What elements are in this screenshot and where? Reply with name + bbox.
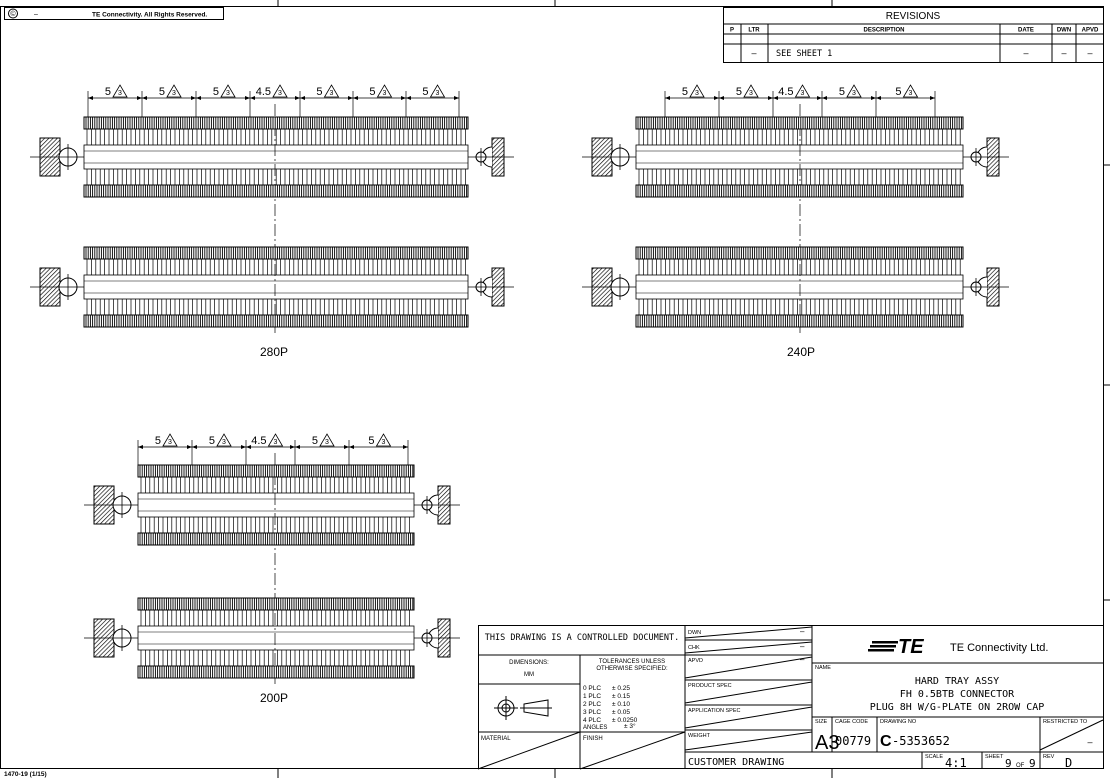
copyright-symbol: © — [10, 11, 16, 18]
chk-dash: – — [800, 642, 805, 651]
revision-triangle-number: 3 — [435, 90, 440, 97]
contact-leads — [87, 129, 465, 185]
housing-body — [84, 275, 468, 299]
dim-arrow — [88, 96, 93, 100]
title-block — [478, 625, 1104, 770]
pin-row — [636, 185, 963, 197]
dwn-label: DWN — [688, 630, 702, 636]
angles-value: ± 3° — [624, 723, 636, 730]
contact-leads — [87, 259, 465, 315]
dim-arrow — [192, 445, 197, 449]
dim-arrow — [714, 96, 719, 100]
footer-code: 1470-19 (1/15) — [4, 771, 47, 778]
revision-triangle-number: 3 — [168, 439, 172, 446]
connector-assembly-2 — [30, 247, 514, 327]
revision-triangle-number: 3 — [278, 90, 282, 97]
pitch-value: 5 — [838, 86, 845, 98]
dim-arrow — [138, 445, 143, 449]
pitch-value: 4.5 — [255, 86, 271, 98]
sheet-of-label: OF — [1016, 763, 1025, 769]
drawing-number: -5353652 — [892, 734, 950, 748]
view-200p — [84, 434, 460, 684]
connector-assembly-1 — [84, 465, 460, 545]
dim-arrow — [191, 96, 196, 100]
product-spec-label: PRODUCT SPEC — [688, 683, 732, 689]
dim-arrow — [719, 96, 724, 100]
scale-value: 4:1 — [945, 756, 967, 770]
name-label: NAME — [815, 665, 831, 671]
pitch-value: 5 — [681, 86, 688, 98]
sheet-label: SHEET — [985, 754, 1004, 760]
dim-arrow — [349, 445, 354, 449]
sheet-number: 9 — [1005, 757, 1012, 770]
revision-triangle-number: 3 — [226, 90, 230, 97]
view-label-240p: 240P — [786, 345, 816, 359]
dim-arrow — [250, 96, 255, 100]
copyright-text: TE Connectivity. All Rights Reserved. — [92, 11, 208, 19]
pin-row — [84, 117, 468, 129]
view-280p — [30, 85, 514, 333]
application-spec-label: APPLICATION SPEC — [688, 708, 741, 714]
dim-arrow — [196, 96, 201, 100]
contact-leads — [639, 259, 960, 315]
revisions-title: REVISIONS — [885, 11, 941, 22]
dim-arrow — [768, 96, 773, 100]
rev-header-dwn: DWN — [1056, 27, 1072, 34]
rev-header-date: DATE — [1018, 27, 1034, 34]
housing-body — [636, 145, 963, 169]
pitch-value: 5 — [208, 435, 215, 447]
rev-header-p: P — [729, 27, 735, 34]
rev-row-description: SEE SHEET 1 — [776, 49, 833, 59]
dim-arrow — [187, 445, 192, 449]
weight-label: WEIGHT — [688, 733, 710, 739]
cage-code-value: 00779 — [835, 734, 872, 748]
revision-triangle-number: 3 — [749, 90, 753, 97]
restricted-label: RESTRICTED TO — [1043, 719, 1088, 725]
dim-arrow — [403, 445, 408, 449]
copyright-dash: – — [34, 11, 38, 18]
dimensions-unit: MM — [524, 672, 534, 678]
cage-code-label: CAGE CODE — [835, 719, 869, 725]
dim-arrow — [300, 96, 305, 100]
dim-arrow — [295, 96, 300, 100]
revisions-block — [723, 8, 1104, 64]
sheet-total: 9 — [1029, 757, 1036, 770]
dim-arrow — [871, 96, 876, 100]
controlled-doc-text: THIS DRAWING IS A CONTROLLED DOCUMENT. — [484, 633, 680, 643]
dim-arrow — [353, 96, 358, 100]
rev-header-apvd: APVD — [1081, 27, 1099, 34]
tol-plc-1: 1 PLC — [583, 693, 602, 700]
revision-triangle-number: 3 — [118, 90, 122, 97]
housing-body — [636, 275, 963, 299]
dim-arrow — [137, 96, 142, 100]
tol-plc-4: 4 PLC — [583, 717, 602, 724]
customer-drawing-label: CUSTOMER DRAWING — [688, 757, 785, 768]
pin-row — [84, 185, 468, 197]
apvd-dash: – — [800, 655, 805, 664]
pin-row — [84, 247, 468, 259]
chk-label: CHK — [688, 645, 700, 651]
tol-val-3: ± 0.05 — [612, 709, 631, 716]
pitch-value: 5 — [895, 86, 902, 98]
tolerances-title-1: TOLERANCES UNLESS — [598, 659, 666, 665]
dim-arrow — [876, 96, 881, 100]
housing-body — [84, 145, 468, 169]
pitch-value: 4.5 — [778, 86, 794, 98]
rev-label: REV — [1043, 754, 1055, 760]
contact-leads — [639, 129, 960, 185]
revision-triangle-number: 3 — [695, 90, 699, 97]
dim-arrow — [406, 96, 411, 100]
material-label: MATERIAL — [481, 736, 511, 742]
pitch-value: 5 — [422, 86, 429, 98]
dim-arrow — [295, 445, 300, 449]
tol-val-4: ± 0.0250 — [612, 717, 638, 724]
connector-assembly-2 — [84, 598, 460, 678]
dimensions-label: DIMENSIONS: — [509, 660, 549, 666]
tol-val-1: ± 0.15 — [612, 693, 631, 700]
pitch-value: 5 — [158, 86, 165, 98]
size-value: A3 — [815, 732, 840, 754]
part-name-line-3: PLUG 8H W/G-PLATE ON 2ROW CAP — [869, 702, 1045, 713]
revision-triangle-number: 3 — [852, 90, 856, 97]
pitch-value: 5 — [316, 86, 323, 98]
housing-body — [138, 626, 414, 650]
rev-row-ltr: – — [751, 48, 757, 58]
revision-triangle-number: 3 — [382, 90, 387, 97]
housing-body — [138, 493, 414, 517]
tolerance-list — [583, 685, 638, 731]
pitch-value: 5 — [735, 86, 742, 98]
dim-arrow — [930, 96, 935, 100]
pitch-value: 5 — [154, 435, 161, 447]
tol-plc-0: 0 PLC — [583, 685, 602, 692]
revision-triangle-number: 3 — [329, 90, 334, 97]
rev-header-description: DESCRIPTION — [863, 27, 905, 34]
pin-row — [636, 315, 963, 327]
view-label-200p: 200P — [259, 691, 289, 705]
part-name-line-1: HARD TRAY ASSY — [914, 676, 1000, 687]
revision-triangle-number: 3 — [800, 90, 805, 97]
company-name: TE Connectivity Ltd. — [950, 642, 1049, 654]
pitch-value: 5 — [369, 86, 376, 98]
revision-triangle-number: 3 — [222, 439, 226, 446]
dim-arrow — [454, 96, 459, 100]
connector-assembly-2 — [582, 247, 1009, 327]
pitch-dimensions — [138, 434, 408, 469]
drawing-no-label: DRAWING NO — [880, 719, 917, 725]
revision-triangle-number: 3 — [908, 90, 913, 97]
finish-label: FINISH — [583, 736, 603, 742]
apvd-label: APVD — [688, 658, 703, 664]
dwn-dash: – — [800, 627, 805, 636]
projection-symbol — [494, 696, 552, 720]
dim-arrow — [401, 96, 406, 100]
pitch-dimensions — [88, 85, 459, 120]
te-logo — [868, 636, 924, 658]
angles-label: ANGLES — [583, 725, 608, 731]
pitch-value: 5 — [311, 435, 318, 447]
rev-header-ltr: LTR — [748, 27, 760, 34]
te-logo-text: TE — [898, 636, 924, 658]
view-label-280p: 280P — [259, 345, 289, 359]
dim-arrow — [290, 445, 295, 449]
dim-arrow — [344, 445, 349, 449]
pitch-value: 5 — [104, 86, 111, 98]
drawing-prefix: C — [880, 733, 892, 750]
pitch-value: 5 — [212, 86, 219, 98]
tolerances-title-2: OTHERWISE SPECIFIED: — [596, 666, 668, 672]
tol-plc-3: 3 PLC — [583, 709, 602, 716]
dim-arrow — [665, 96, 670, 100]
dim-arrow — [817, 96, 822, 100]
rev-row-date: – — [1023, 48, 1029, 58]
dim-arrow — [142, 96, 147, 100]
pin-row — [636, 247, 963, 259]
tol-plc-2: 2 PLC — [583, 701, 602, 708]
rev-row-dwn: – — [1061, 48, 1067, 58]
pitch-value: 4.5 — [251, 435, 267, 447]
revision-triangle-number: 3 — [325, 439, 329, 446]
revision-triangle-number: 3 — [273, 439, 278, 446]
revision-triangle-number: 3 — [381, 439, 386, 446]
tol-val-0: ± 0.25 — [612, 685, 631, 692]
pitch-value: 5 — [368, 435, 375, 447]
size-label: SIZE — [815, 719, 828, 725]
view-240p — [582, 85, 1009, 333]
rev-row-apvd: – — [1087, 48, 1093, 58]
pin-row — [84, 315, 468, 327]
part-name-line-2: FH 0.5BTB CONNECTOR — [899, 689, 1015, 700]
tol-val-2: ± 0.10 — [612, 701, 631, 708]
revision-triangle-number: 3 — [172, 90, 176, 97]
rev-value: D — [1065, 756, 1073, 770]
dim-arrow — [348, 96, 353, 100]
pin-row — [636, 117, 963, 129]
copyright-box — [5, 8, 224, 20]
scale-label: SCALE — [925, 754, 944, 760]
restricted-value: – — [1087, 737, 1093, 747]
dim-arrow — [241, 445, 246, 449]
dim-arrow — [822, 96, 827, 100]
connector-assembly-1 — [582, 117, 1009, 197]
dim-arrow — [245, 96, 250, 100]
connector-assembly-1 — [30, 117, 514, 197]
